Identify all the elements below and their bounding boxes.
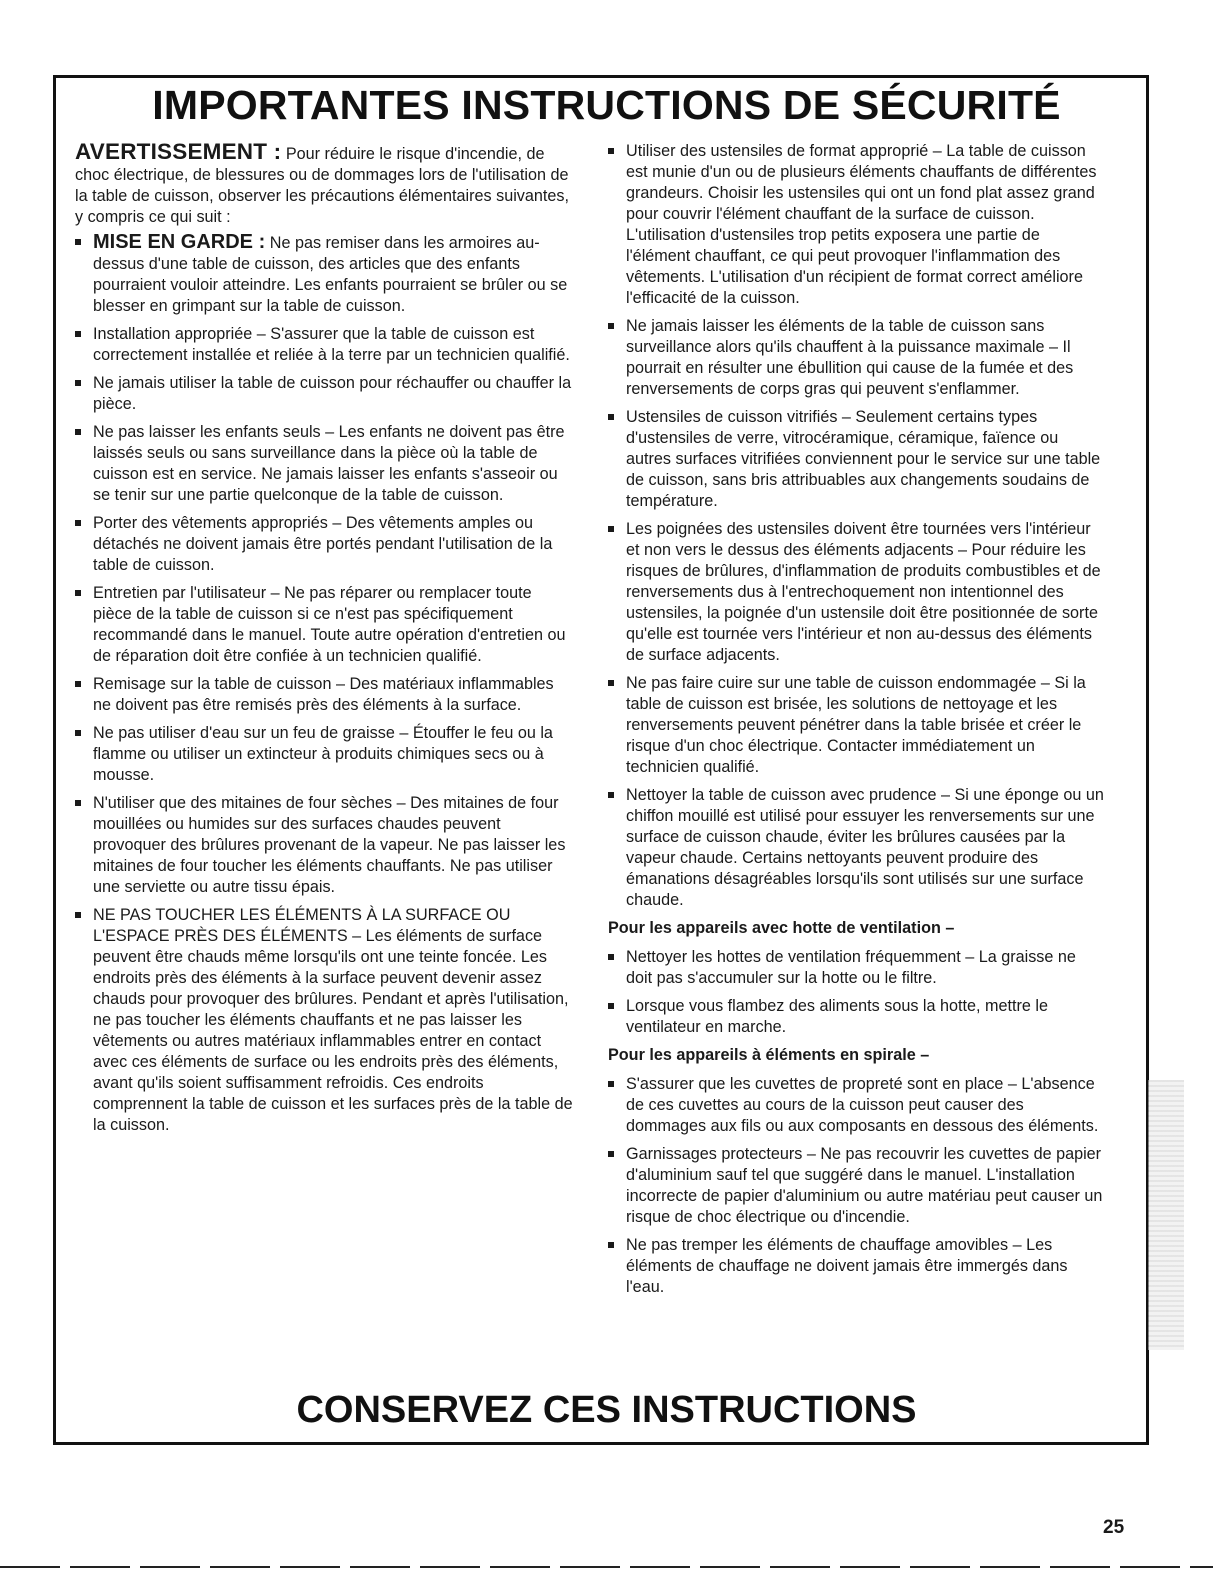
- left-column: [75, 141, 573, 1143]
- list-item: Installation appropriée – S'assurer que la table de cuisson est correctement installée et reliée à la terre par un technicien qualifié.: [75, 324, 573, 366]
- list-item: Entretien par l'utilisateur – Ne pas réparer ou remplacer toute pièce de la table de cuisson si ce n'est pas spécifiquement recommandé dans le manuel. Toute autre opération d'entretien ou de réparation doit être confiée à un technicien qualifié.: [75, 583, 573, 667]
- list-item: Porter des vêtements appropriés – Des vêtements amples ou détachés ne doivent jamais être portés pendant l'utilisation de la table de cuisson.: [75, 513, 573, 576]
- list-item: Les poignées des ustensiles doivent être tournées vers l'intérieur et non vers le dessus des éléments adjacents – Pour réduire les risques de brûlures, d'inflammation de produits combustibles et de renversements dus à l'entrechoquement non intentionnel des ustensiles, la poignée d'un ustensile doit être positionnée de sorte qu'elle est tournée vers l'intérieur et non au-dessus des éléments de surface adjacents.: [608, 519, 1105, 666]
- list-item: Ustensiles de cuisson vitrifiés – Seulement certains types d'ustensiles de verre, vitrocéramique, céramique, faïence ou autres surfaces vitrifiées conviennent pour le service sur une table de cuisson, sans bris attribuables aux changements soudains de température.: [608, 407, 1105, 512]
- side-language-mark: [1148, 1080, 1184, 1350]
- caution-label: MISE EN GARDE :: [93, 231, 266, 253]
- list-item: Ne jamais utiliser la table de cuisson pour réchauffer ou chauffer la pièce.: [75, 373, 573, 415]
- list-item: Lorsque vous flambez des aliments sous la hotte, mettre le ventilateur en marche.: [608, 996, 1105, 1038]
- warning-intro: [75, 141, 573, 228]
- bottom-scan-rule: [0, 1566, 1213, 1568]
- hood-list: [608, 947, 1105, 1038]
- hood-heading: Pour les appareils avec hotte de ventilation –: [608, 919, 955, 937]
- list-item: Ne pas utiliser d'eau sur un feu de graisse – Étouffer le feu ou la flamme ou utiliser un extincteur à produits chimiques secs ou à mousse.: [75, 723, 573, 786]
- left-safety-list: [75, 232, 573, 1136]
- list-item: Nettoyer la table de cuisson avec prudence – Si une éponge ou un chiffon mouillé est utilisé pour essuyer les renversements sur une surface de cuisson chaude, éviter les brûlures causées par la vapeur chaude. Certains nettoyants peuvent produire des émanations désagréables lorsqu'ils sont utilisés sur une surface chaude.: [608, 785, 1105, 911]
- list-item: Remisage sur la table de cuisson – Des matériaux inflammables ne doivent pas être remisés près des éléments à la surface.: [75, 674, 573, 716]
- warning-text: Pour réduire le risque d'incendie, de choc électrique, de blessures ou de dommages lors de l'utilisation de la table de cuisson, observer les précautions élémentaires suivantes, y compris ce qui suit :: [75, 145, 569, 226]
- list-item: Nettoyer les hottes de ventilation fréquemment – La graisse ne doit pas s'accumuler sur la hotte ou le filtre.: [608, 947, 1105, 989]
- list-item: Garnissages protecteurs – Ne pas recouvrir les cuvettes de papier d'aluminium sauf tel que suggéré dans le manuel. L'installation incorrecte de papier d'aluminium ou autre matériau peut causer un risque de choc électrique ou d'incendie.: [608, 1144, 1105, 1228]
- list-item: Utiliser des ustensiles de format approprié – La table de cuisson est munie d'un ou de plusieurs éléments chauffants de différentes grandeurs. Choisir les ustensiles qui ont un fond plat assez grand pour couvrir l'élément chauffant de la surface de cuisson. L'utilisation d'ustensiles trop petits exposera une partie de l'élément chauffant, ce qui peut provoquer l'inflammation des vêtements. L'utilisation d'un récipient de format correct améliore l'efficacité de la cuisson.: [608, 141, 1105, 309]
- right-column: [608, 141, 1105, 1305]
- list-item-caution: [75, 232, 573, 317]
- warning-label: AVERTISSEMENT :: [75, 139, 282, 164]
- caution-text: Ne pas remiser dans les armoires au-dessus d'une table de cuisson, des articles que des enfants pourraient vouloir atteindre. Les enfants pourraient se brûler ou se blesser en grimpant sur la table de cuisson.: [93, 234, 568, 315]
- list-item: NE PAS TOUCHER LES ÉLÉMENTS À LA SURFACE OU L'ESPACE PRÈS DES ÉLÉMENTS – Les éléments de surface peuvent être chauds même lorsqu'ils ont une teinte foncée. Les endroits près des éléments à la surface peuvent devenir assez chauds pour provoquer des brûlures. Pendant et après l'utilisation, ne pas toucher les éléments chauffants et ne pas laisser les vêtements ou autres matériaux inflammables entrer en contact avec ces éléments de surface ou les endroits près des éléments, avant qu'ils soient suffisamment refroidis. Ces endroits comprennent la table de cuisson et les surfaces près de la table de la cuisson.: [75, 905, 573, 1136]
- footer-title: CONSERVEZ CES INSTRUCTIONS: [296, 1389, 917, 1431]
- page-title: IMPORTANTES INSTRUCTIONS DE SÉCURITÉ: [152, 82, 1061, 128]
- list-item: Ne pas tremper les éléments de chauffage amovibles – Les éléments de chauffage ne doivent jamais être immergés dans l'eau.: [608, 1235, 1105, 1298]
- list-item: Ne pas laisser les enfants seuls – Les enfants ne doivent pas être laissés seuls ou sans surveillance dans la pièce où la table de cuisson est en service. Ne jamais laisser les enfants s'asseoir ou se tenir sur une partie quelconque de la table de cuisson.: [75, 422, 573, 506]
- coil-list: [608, 1074, 1105, 1298]
- list-item: Ne pas faire cuire sur une table de cuisson endommagée – Si la table de cuisson est brisée, les solutions de nettoyage et les renversements peuvent pénétrer dans la table brisée et créer le risque d'un choc électrique. Contacter immédiatement un technicien qualifié.: [608, 673, 1105, 778]
- right-safety-list: [608, 141, 1105, 911]
- coil-heading: Pour les appareils à éléments en spirale –: [608, 1046, 930, 1064]
- list-item: N'utiliser que des mitaines de four sèches – Des mitaines de four mouillées ou humides sur des surfaces chaudes peuvent provoquer des brûlures provenant de la vapeur. Ne pas laisser les mitaines de four toucher les éléments chauffants. Ne pas utiliser une serviette ou autre tissu épais.: [75, 793, 573, 898]
- list-item: Ne jamais laisser les éléments de la table de cuisson sans surveillance alors qu'ils chauffent à la puissance maximale – Il pourrait en résulter une ébullition qui cause de la fumée et des renversements de corps gras qui peuvent s'enflammer.: [608, 316, 1105, 400]
- page-number: 25: [1103, 1517, 1125, 1538]
- list-item: S'assurer que les cuvettes de propreté sont en place – L'absence de ces cuvettes au cours de la cuisson peut causer des dommages aux fils ou aux composants en dessous des éléments.: [608, 1074, 1105, 1137]
